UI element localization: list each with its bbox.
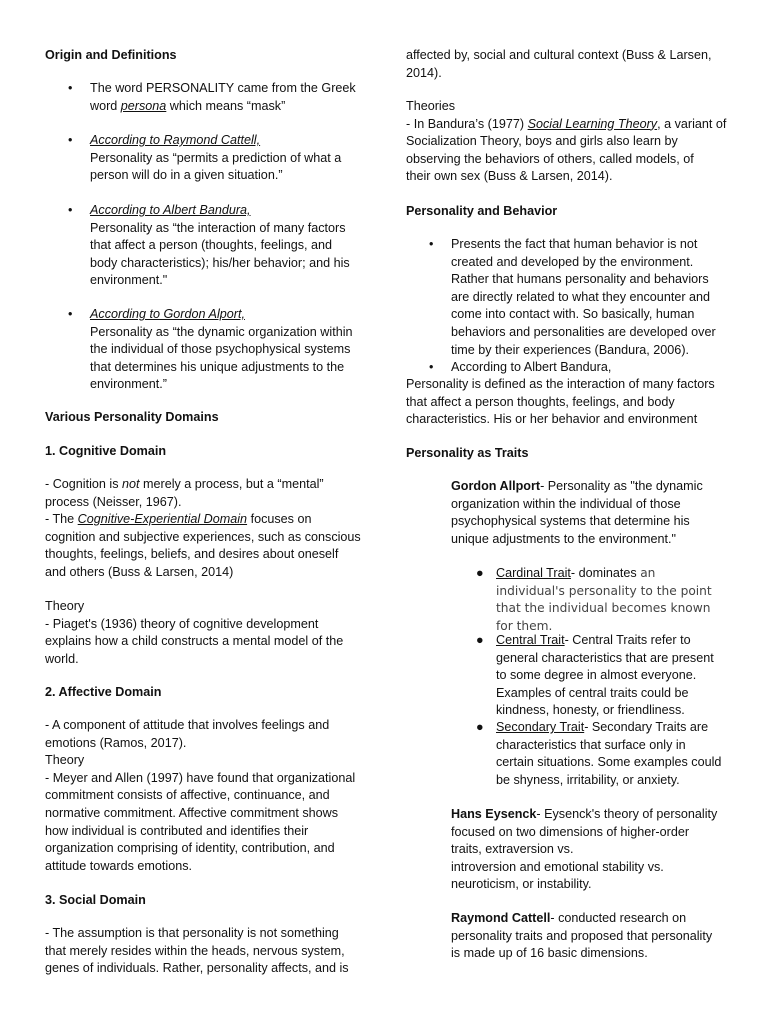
bullet-dot-icon: •: [429, 237, 434, 251]
bullet-alport: • According to Gordon Alport, Personality as “the dynamic organization within the individual of those psychophysical systems that determines his unique adjustments to the environment.”: [68, 307, 353, 392]
cattell-paragraph: Raymond Cattell- conducted research on personality traits and proposed that personality is made up of 16 basic dimensions.: [451, 911, 713, 961]
bullet-dot-icon: •: [68, 203, 73, 217]
bullet-bandura-2: • According to Albert Bandura,: [451, 359, 728, 377]
bullet-dot-icon: •: [68, 81, 73, 95]
bullet-dot-icon: •: [68, 307, 73, 321]
bullet-secondary-trait: ● Secondary Trait- Secondary Traits are characteristics that surface only in certain situations. Some examples could be shyness, irritability, or anxiety.: [476, 720, 722, 787]
cognitive-paragraph: - Cognition is not merely a process, but a “mental” process (Neisser, 1967). - The Cognitive-Experiential Domain focuses on cognition and subjective experiences, such as conscious thoughts, feelings, beliefs, and desires about oneself and others (Buss & Larsen, 2014): [45, 477, 361, 579]
bullet-behavior: • Presents the fact that human behavior is not created and developed by the environment. Rather that humans personality and behaviors are directly related to what they encounter and come into contact with. So basically, human behaviors and personalities are developed over time by their experiences (Bandura, 2006).: [429, 237, 716, 357]
affective-paragraph: - A component of attitude that involves feelings and emotions (Ramos, 2017). Theory - Meyer and Allen (1997) have found that organizational commitment consists of affective, continuance, and normative commitment. Affective commitment shows how individual is contributed and identifies their organization comprising of identity, contribution, and attitude towards emotions.: [45, 718, 356, 873]
bullet-cattell: • According to Raymond Cattell, Personality as “permits a prediction of what a person will do in a given situation.”: [68, 133, 342, 183]
heading-origin: Origin and Definitions: [45, 48, 177, 62]
bullet-dot-icon: ●: [476, 566, 484, 580]
heading-personality-behavior: Personality and Behavior: [406, 204, 558, 218]
cognitive-theory: Theory - Piaget's (1936) theory of cognitive development explains how a child constructs a mental model of the world.: [45, 599, 344, 666]
bullet-cardinal-trait: ● Cardinal Trait- dominates an individual's personality to the point that the individual becomes known for them.: [476, 566, 712, 633]
social-continued: affected by, social and cultural context (Buss & Larsen, 2014).: [406, 48, 712, 80]
heading-cognitive: 1. Cognitive Domain: [45, 444, 167, 458]
theories-paragraph: Theories - In Bandura’s (1977) Social Learning Theory, a variant of Socialization Theory, boys and girls also learn by observing the behaviors of others, called models, of their own sex (Buss & Larsen, 2014).: [406, 99, 727, 184]
bullet-central-trait: ● Central Trait- Central Traits refer to general characteristics that are present to some degree in almost everyone. Examples of central traits could be kindness, honesty, or friendliness.: [476, 633, 714, 718]
social-paragraph: - The assumption is that personality is not something that merely resides within the heads, nervous system, genes of individuals. Rather, personality affects, and is: [45, 926, 349, 976]
allport-paragraph: Gordon Allport- Personality as "the dynamic organization within the individual of those psychophysical systems that determine his unique adjustments to the environment.": [451, 479, 703, 546]
behavior-paragraph: Personality is defined as the interaction of many factors that affect a person thoughts, feelings, and body characteristics. His or her behavior and environment: [406, 377, 715, 427]
bullet-dot-icon: ●: [476, 720, 484, 734]
bullet-dot-icon: ●: [476, 633, 484, 647]
heading-social: 3. Social Domain: [45, 893, 146, 907]
bullet-bandura: • According to Albert Bandura, Personality as “the interaction of many factors that affect a person (thoughts, feelings, and body characteristics); his/her behavior; and his environment.": [68, 203, 350, 288]
heading-affective: 2. Affective Domain: [45, 685, 162, 699]
bullet-personality-word: • The word PERSONALITY came from the Greek word persona which means “mask”: [68, 81, 356, 113]
heading-domains: Various Personality Domains: [45, 410, 219, 424]
bullet-dot-icon: •: [68, 133, 73, 147]
heading-traits: Personality as Traits: [406, 446, 529, 460]
eysenck-paragraph: Hans Eysenck- Eysenck's theory of personality focused on two dimensions of higher-order traits, extraversion vs. introversion and emotional stability vs. neuroticism, or instability.: [451, 807, 718, 892]
bullet-dot-icon: •: [429, 360, 434, 374]
